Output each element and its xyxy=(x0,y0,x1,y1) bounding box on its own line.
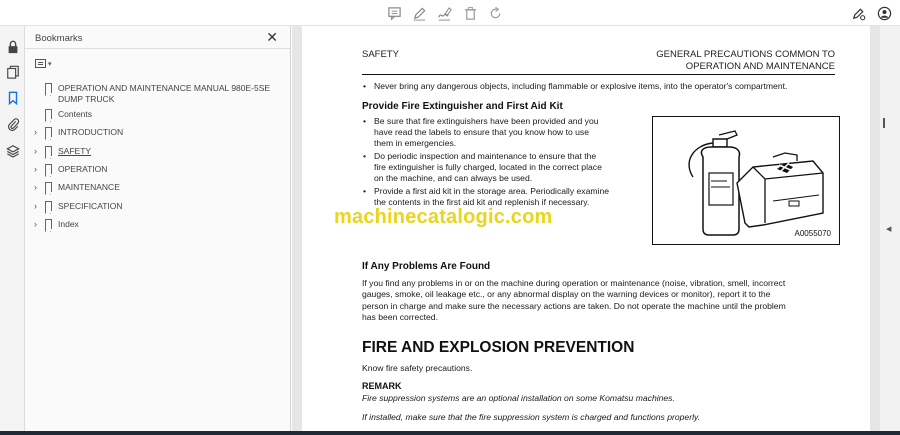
trash-icon[interactable] xyxy=(461,4,479,22)
header-rule xyxy=(362,74,835,75)
paragraph-line: gauges, smoke, oil leakage etc., or any abnormal display on the warning devices or monitor), report it to the xyxy=(362,289,771,300)
bookmark-options-button[interactable] xyxy=(35,57,57,70)
bullet-line: fire extinguisher is fully charged, located in the correct place xyxy=(374,162,602,172)
expand-arrow-icon[interactable]: › xyxy=(34,127,37,137)
bullet-line: them in emergencies. xyxy=(374,138,457,148)
bookmark-flag-icon xyxy=(45,164,52,174)
bookmark-label: Index xyxy=(58,219,79,229)
bookmark-icon[interactable] xyxy=(4,89,21,106)
page-header-section: SAFETY xyxy=(362,49,399,60)
pages-icon[interactable] xyxy=(4,63,21,80)
bookmark-flag-icon xyxy=(45,83,52,93)
bookmark-flag-icon xyxy=(45,109,52,119)
pen-share-icon[interactable] xyxy=(849,4,867,22)
bullet-line: the contents in the first aid kit and replenish if necessary. xyxy=(374,197,590,207)
bullet-dangerous-objects: • Never bring any dangerous objects, including flammable or explosive items, into the operator's compartment. xyxy=(374,81,854,92)
scrollbar-thumb[interactable] xyxy=(883,118,885,128)
watermark-text: machinecatalogic.com xyxy=(334,206,553,228)
remark-line-1: Fire suppression systems are an optional installation on some Komatsu machines. xyxy=(362,393,675,403)
bookmark-flag-icon xyxy=(45,127,52,137)
problems-paragraph xyxy=(362,278,837,323)
expand-arrow-icon[interactable]: › xyxy=(34,182,37,192)
bullet-line: on the machine, and can always be used. xyxy=(374,173,533,183)
bookmark-label: SPECIFICATION xyxy=(58,201,123,211)
expand-arrow-icon[interactable]: › xyxy=(34,146,37,156)
rotate-icon[interactable] xyxy=(486,4,504,22)
list-options-icon xyxy=(35,59,46,68)
bullet-line: have read the labels to ensure that you know how to use xyxy=(374,127,589,137)
remark-line-2: If installed, make sure that the fire suppression system is charged and functions properly. xyxy=(362,412,701,422)
close-icon[interactable]: ✕ xyxy=(266,29,278,45)
pencil-icon[interactable] xyxy=(410,4,428,22)
bookmark-label: INTRODUCTION xyxy=(58,127,124,137)
paragraph-line: has been corrected. xyxy=(362,311,438,322)
expand-arrow-icon[interactable]: › xyxy=(34,164,37,174)
expand-arrow-icon[interactable]: › xyxy=(34,201,37,211)
bookmark-flag-icon xyxy=(45,201,52,211)
bookmark-label: OPERATION AND MAINTENANCE MANUAL 980E-5SE DUMP TRUCK xyxy=(58,83,271,104)
figure-caption: A0055070 xyxy=(794,229,831,238)
bullet-line: • Provide a first aid kit in the storage area. Periodically examine xyxy=(374,186,610,196)
expand-arrow-icon[interactable]: › xyxy=(34,219,37,229)
panel-title: Bookmarks xyxy=(35,33,83,44)
chevron-down-icon: ▾ xyxy=(48,60,52,68)
bullet-line: • Be sure that fire extinguishers have been provided and you xyxy=(374,116,599,126)
fire-safety-intro: Know fire safety precautions. xyxy=(362,363,473,373)
bookmarks-panel xyxy=(25,26,291,435)
extinguisher-figure xyxy=(652,116,840,245)
bullet-first-aid-kit xyxy=(374,186,644,208)
section-title-extinguisher: Provide Fire Extinguisher and First Aid Kit xyxy=(362,101,563,112)
bookmark-flag-icon xyxy=(45,146,52,156)
section-title-fire-prevention: FIRE AND EXPLOSION PREVENTION xyxy=(362,339,635,356)
lock-icon[interactable] xyxy=(4,38,21,55)
layers-icon[interactable] xyxy=(4,142,21,159)
attachment-icon[interactable] xyxy=(4,115,21,132)
remark-title: REMARK xyxy=(362,381,402,391)
bookmark-label: SAFETY xyxy=(58,146,92,156)
panel-divider xyxy=(25,48,290,49)
document-viewport xyxy=(292,26,880,435)
header-title-line1: GENERAL PRECAUTIONS COMMON TO xyxy=(656,49,835,60)
top-toolbar xyxy=(0,0,900,26)
bookmark-label: Contents xyxy=(58,109,93,119)
extinguisher-illustration xyxy=(653,117,841,246)
comment-icon[interactable] xyxy=(385,4,403,22)
right-panel-expand-handle[interactable]: ◀ xyxy=(886,226,892,233)
header-title-line2: OPERATION AND MAINTENANCE xyxy=(685,61,835,72)
sign-icon[interactable] xyxy=(435,4,453,22)
paragraph-line: person in charge and make sure the necessary actions are taken. Do not operate the machine until the problem xyxy=(362,300,786,311)
paragraph-line: If you find any problems in or on the machine during operation or maintenance (noise, vibration, smell, incorrect xyxy=(362,278,786,288)
bookmark-label: MAINTENANCE xyxy=(58,182,120,192)
bullet-extinguisher-labels xyxy=(374,116,644,149)
bottom-taskbar-strip xyxy=(0,431,900,435)
bookmark-flag-icon xyxy=(45,219,52,229)
bullet-extinguisher-inspection xyxy=(374,151,644,184)
navigation-rail xyxy=(0,26,25,435)
bullet-line: • Do periodic inspection and maintenance to ensure that the xyxy=(374,151,597,161)
page-header-title xyxy=(635,49,835,73)
bookmark-flag-icon xyxy=(45,182,52,192)
bookmark-label: OPERATION xyxy=(58,164,108,174)
account-icon[interactable] xyxy=(875,4,893,22)
section-title-problems: If Any Problems Are Found xyxy=(362,261,491,272)
document-page xyxy=(302,26,870,435)
